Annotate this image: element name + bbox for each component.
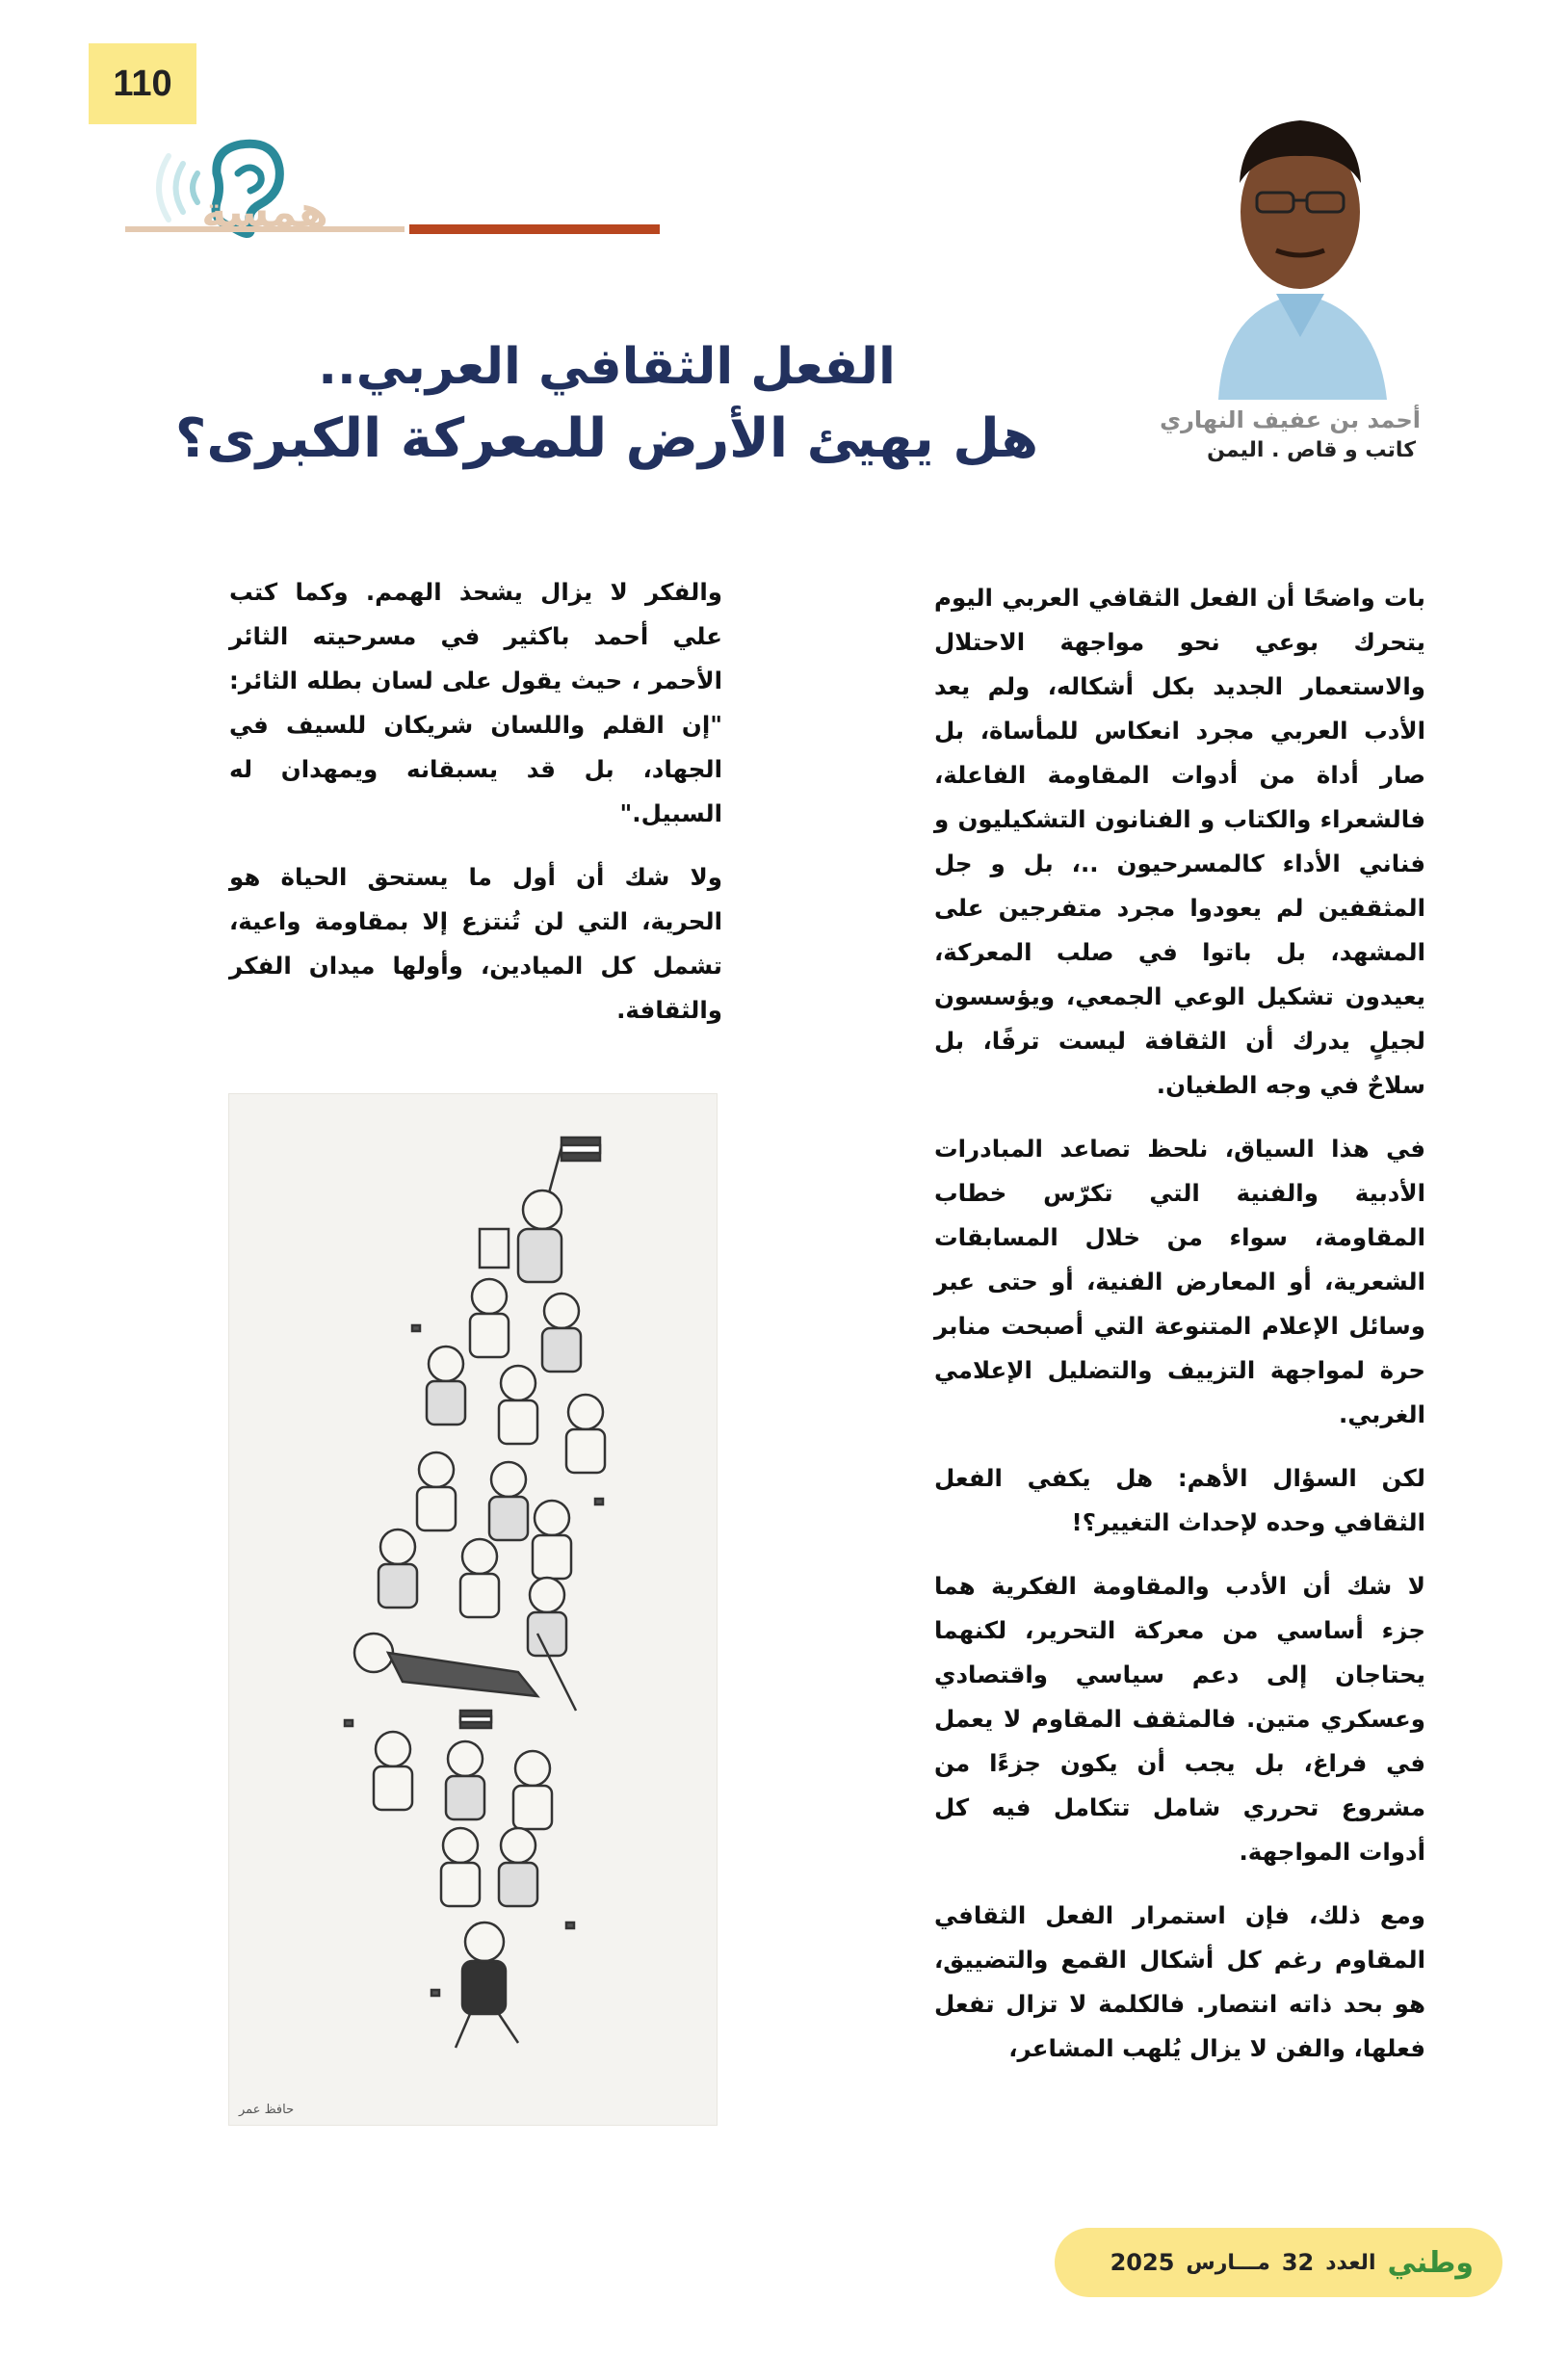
paragraph: في هذا السياق، نلحظ تصاعد المبادرات الأدبية والفنية التي تكرّس خطاب المقاومة، سواء من خلال المسابقات الشعرية، أو المعارض الفنية، أو حتى عبر وسائل الإعلام المتنوعة التي أصبحت منابر حرة لمواجهة التزييف والتضليل الإعلامي الغربي. xyxy=(934,1135,1425,1428)
right-column xyxy=(934,576,1425,2090)
author-role: كاتب و قاص . اليمن xyxy=(1207,438,1416,462)
paragraph: لا شك أن الأدب والمقاومة الفكرية هما جزء أساسي من معركة التحرير، لكنهما يحتاجان إلى دعم سياسي واقتصادي وعسكري متين. فالمثقف المقاوم لا يعمل في فراغ، بل يجب أن يكون جزءًا من مشروع تحرري شامل تتكامل فيه كل أدوات المواجهة. xyxy=(934,1572,1425,1866)
issue-year: 2025 xyxy=(1110,2249,1175,2276)
issue-month: مـــارس xyxy=(1186,2250,1270,2275)
paragraph: لكن السؤال الأهم: هل يكفي الفعل الثقافي وحده لإحداث التغيير؟! xyxy=(934,1464,1425,1536)
author-name: أحمد بن عفيف النهاري xyxy=(1160,406,1421,433)
cartoon-illustration xyxy=(228,1093,718,2126)
author-photo xyxy=(1199,67,1401,400)
title-line-2: هل يهيئ الأرض للمعركة الكبرى؟ xyxy=(174,407,1039,470)
cartoon-signature: حافظ عمر xyxy=(239,2103,295,2117)
paragraph: ولا شك أن أول ما يستحق الحياة هو الحرية، التي لن تُنتزع إلا بمقاومة واعية، تشمل كل الميادين، وأولها ميدان الفكر والثقافة. xyxy=(229,863,722,1024)
footer-badge xyxy=(1055,2228,1502,2297)
magazine-name: وطني xyxy=(1387,2245,1474,2280)
left-column xyxy=(229,570,722,1052)
section-logo xyxy=(120,135,674,246)
paragraph: والفكر لا يزال يشحذ الهمم. وكما كتب علي أحمد باكثير في مسرحيته الثائر الأحمر ، حيث يقول على لسان بطله الثائر: "إن القلم واللسان شريكان للسيف في الجهاد، بل قد يسبقانه ويمهدان له السبيل." xyxy=(229,578,722,827)
paragraph: بات واضحًا أن الفعل الثقافي العربي اليوم يتحرك بوعي نحو مواجهة الاحتلال والاستعمار الجديد بكل أشكاله، ولم يعد الأدب العربي مجرد انعكاس للمأساة، بل صار أداة من أدوات المقاومة الفاعلة، فالشعراء والكتاب و الفنانون التشكيليون و فناني الأداء كالمسرحيون ..، بل و جل المثقفين لم يعودوا مجرد متفرجين على المشهد، بل باتوا في صلب المعركة، يعيدون تشكيل الوعي الجمعي، ويؤسسون لجيلٍ يدرك أن الثقافة ليست ترفًا، بل سلاحٌ في وجه الطغيان. xyxy=(934,584,1425,1099)
page-number: 110 xyxy=(89,43,196,124)
article-title xyxy=(125,332,1088,477)
paragraph: ومع ذلك، فإن استمرار الفعل الثقافي المقاوم رغم كل أشكال القمع والتضييق، هو بحد ذاته انتصار. فالكلمة لا تزال تفعل فعلها، والفن لا يزال يُلهب المشاعر، xyxy=(934,1901,1425,2062)
issue-label: العدد xyxy=(1325,2250,1376,2275)
cartoon-drawing xyxy=(229,1094,717,2125)
section-label: همسة xyxy=(201,188,328,237)
title-line-1: الفعل الثقافي العربي.. xyxy=(318,338,896,396)
issue-number: 32 xyxy=(1281,2249,1315,2276)
